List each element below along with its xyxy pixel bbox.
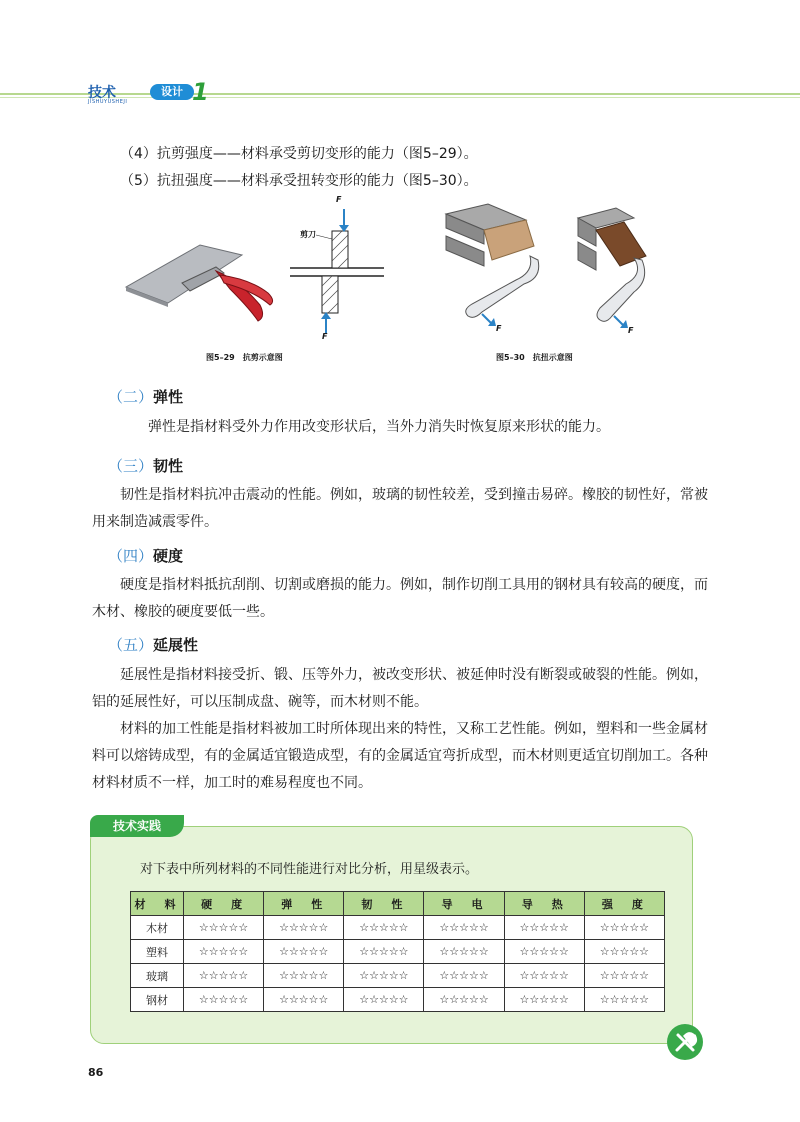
shear-force-bottom: F <box>322 332 328 341</box>
brand-main: 技术 <box>88 85 116 101</box>
tools-icon-glyph <box>667 1024 703 1060</box>
rating-cell[interactable]: ☆☆☆☆☆ <box>584 916 664 940</box>
wrench-left <box>466 256 539 317</box>
knife-leader <box>316 235 332 239</box>
rating-cell[interactable]: ☆☆☆☆☆ <box>424 964 504 988</box>
section-title: 韧性 <box>153 457 184 475</box>
vise-jaw-lower-right <box>578 242 596 270</box>
section-heading-ductility <box>108 634 198 655</box>
section-title: 硬度 <box>153 547 184 565</box>
wrench-right <box>597 258 645 321</box>
torsion-force-right: F <box>628 326 634 335</box>
rating-cell[interactable]: ☆☆☆☆☆ <box>264 940 344 964</box>
figure-5-29-caption: 图5–29 抗剪示意图 <box>206 353 283 362</box>
rating-cell[interactable]: ☆☆☆☆☆ <box>504 916 584 940</box>
paragraph-elasticity: 弹性是指材料受外力作用改变形状后，当外力消失时恢复原来形状的能力。 <box>148 419 610 435</box>
performance-table <box>130 891 665 1012</box>
section-number: （五） <box>108 636 154 654</box>
section-title: 弹性 <box>153 388 184 406</box>
intro-line-4: （4）抗剪强度——材料承受剪切变形的能力（图5–29）。 <box>120 146 478 162</box>
rating-cell[interactable]: ☆☆☆☆☆ <box>184 964 264 988</box>
header-cell: 弹 性 <box>264 892 344 916</box>
rating-cell[interactable]: ☆☆☆☆☆ <box>344 988 424 1012</box>
brand-pill: 设计 <box>150 84 194 100</box>
torsion-arrow-right <box>614 316 624 326</box>
torsion-force-left: F <box>496 324 502 333</box>
header-cell: 强 度 <box>584 892 664 916</box>
header-cell: 硬 度 <box>184 892 264 916</box>
section-number: （四） <box>108 547 154 565</box>
header-cell: 导 热 <box>504 892 584 916</box>
rating-cell[interactable]: ☆☆☆☆☆ <box>424 988 504 1012</box>
section-heading-elasticity <box>108 386 183 407</box>
torsion-figure <box>438 200 648 340</box>
header-cell: 韧 性 <box>344 892 424 916</box>
upper-blade <box>332 231 348 268</box>
rating-cell[interactable]: ☆☆☆☆☆ <box>504 988 584 1012</box>
material-cell: 木材 <box>131 916 184 940</box>
paragraph-hardness: 硬度是指材料抵抗刮削、切割或磨损的能力。例如，制作切削工具用的钢材具有较高的硬度，而木材、橡胶的硬度要低一些。 <box>92 577 708 620</box>
rating-cell[interactable]: ☆☆☆☆☆ <box>264 916 344 940</box>
rating-cell[interactable]: ☆☆☆☆☆ <box>584 940 664 964</box>
rating-cell[interactable]: ☆☆☆☆☆ <box>344 940 424 964</box>
rating-cell[interactable]: ☆☆☆☆☆ <box>264 988 344 1012</box>
header-cell: 材 料 <box>131 892 184 916</box>
rating-cell[interactable]: ☆☆☆☆☆ <box>184 916 264 940</box>
table-header-row <box>131 892 665 916</box>
rating-cell[interactable]: ☆☆☆☆☆ <box>344 916 424 940</box>
rating-cell[interactable]: ☆☆☆☆☆ <box>584 988 664 1012</box>
shear-figure <box>120 195 400 345</box>
knife-label: 剪刀 <box>300 230 316 239</box>
paragraph-processing: 材料的加工性能是指材料被加工时所体现出来的特性，又称工艺性能。例如，塑料和一些金属材料可以熔铸成型，有的金属适宜锻造成型，有的金属适宜弯折成型，而木材则更适宜切削加工。各种材料材质不一样，加工时的难易程度也不同。 <box>92 721 708 791</box>
practice-instruction: 对下表中所列材料的不同性能进行对比分析，用星级表示。 <box>140 862 479 877</box>
material-cell: 玻璃 <box>131 964 184 988</box>
brand-num: 1 <box>192 78 209 106</box>
rating-cell[interactable]: ☆☆☆☆☆ <box>344 964 424 988</box>
rating-cell[interactable]: ☆☆☆☆☆ <box>184 940 264 964</box>
material-cell: 钢材 <box>131 988 184 1012</box>
lower-blade <box>322 276 338 313</box>
header-cell: 导 电 <box>424 892 504 916</box>
table-row <box>131 916 665 940</box>
practice-tag: 技术实践 <box>90 815 184 837</box>
table-row <box>131 964 665 988</box>
section-number: （三） <box>108 457 154 475</box>
brand-sub: JISHUYUSHEJI <box>88 99 128 105</box>
shear-force-top: F <box>336 195 342 204</box>
section-heading-hardness <box>108 545 183 566</box>
section-title: 延展性 <box>153 636 199 654</box>
section-number: （二） <box>108 388 154 406</box>
figure-5-30-caption: 图5–30 抗扭示意图 <box>496 353 573 362</box>
table-row <box>131 988 665 1012</box>
section-heading-toughness <box>108 455 183 476</box>
paragraph-ductility: 延展性是指材料接受折、锻、压等外力，被改变形状、被延伸时没有断裂或破裂的性能。例如，铝的延展性好，可以压制成盘、碗等，而木材则不能。 <box>92 667 708 710</box>
table-row <box>131 940 665 964</box>
rating-cell[interactable]: ☆☆☆☆☆ <box>424 940 504 964</box>
intro-line-5: （5）抗扭强度——材料承受扭转变形的能力（图5–30）。 <box>120 173 478 189</box>
paragraph-toughness: 韧性是指材料抗冲击震动的性能。例如，玻璃的韧性较差，受到撞击易碎。橡胶的韧性好，常被用来制造减震零件。 <box>92 487 708 530</box>
tools-icon <box>667 1024 703 1060</box>
rating-cell[interactable]: ☆☆☆☆☆ <box>184 988 264 1012</box>
page-number: 86 <box>88 1066 104 1079</box>
rating-cell[interactable]: ☆☆☆☆☆ <box>424 916 504 940</box>
material-cell: 塑料 <box>131 940 184 964</box>
torsion-arrow-left <box>482 314 492 324</box>
rating-cell[interactable]: ☆☆☆☆☆ <box>584 964 664 988</box>
series-logo <box>88 78 218 108</box>
rating-cell[interactable]: ☆☆☆☆☆ <box>504 964 584 988</box>
rating-cell[interactable]: ☆☆☆☆☆ <box>264 964 344 988</box>
rating-cell[interactable]: ☆☆☆☆☆ <box>504 940 584 964</box>
